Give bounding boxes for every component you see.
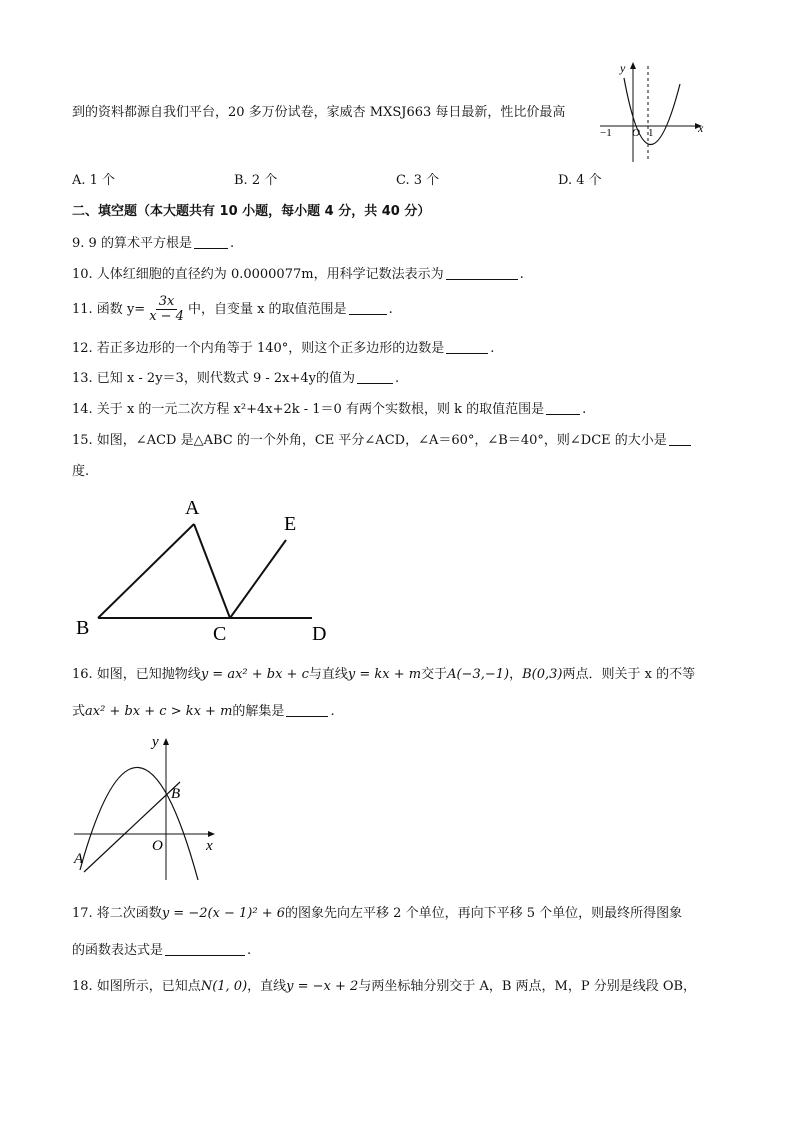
- q16-pre: 16. 如图，已知抛物线: [72, 667, 201, 682]
- q14-end: .: [582, 402, 587, 417]
- q11-numerator: 3x: [156, 295, 178, 310]
- q17-function-eq: y = −2(x − 1)² + 6: [161, 906, 286, 921]
- choice-c: C. 3 个: [396, 173, 440, 188]
- y-label: y: [152, 734, 159, 750]
- q16-blank: [286, 703, 328, 717]
- q11-fraction: [146, 295, 187, 324]
- label-d: D: [312, 623, 327, 645]
- question-16-line2: [72, 703, 335, 721]
- q16-post: 两点．则关于 x 的不等: [562, 667, 696, 682]
- y-label: y: [620, 61, 626, 75]
- q16-end: .: [330, 704, 335, 719]
- q10-blank: [446, 266, 518, 280]
- q18-point-n: N(1, 0): [200, 979, 248, 994]
- question-9: [72, 235, 234, 253]
- question-14: [72, 401, 586, 419]
- q11-end: .: [388, 302, 393, 317]
- x-axis-arrow: [208, 831, 215, 837]
- q16-inequality: ax² + bx + c > kx + m: [85, 704, 233, 719]
- top-parabola-graph: [592, 58, 712, 170]
- q16-line2-post: 的解集是: [232, 704, 285, 719]
- y-axis-arrow: [163, 738, 169, 745]
- q14-text: 14. 关于 x 的一元二次方程 x²+4x+2k - 1＝0 有两个实数根，则 k 的取值范围是: [72, 402, 545, 417]
- question-12: [72, 340, 494, 358]
- q17-end: .: [247, 943, 252, 958]
- origin-label: O: [152, 838, 163, 854]
- q16-mid2: 交于: [421, 667, 448, 682]
- q9-end: .: [229, 236, 235, 251]
- q11-post: 中，自变量 x 的取值范围是: [187, 302, 347, 317]
- label-e: E: [284, 513, 297, 535]
- q10-end: .: [519, 267, 524, 282]
- q16-line-eq: y = kx + m: [347, 667, 422, 682]
- q12-text: 12. 若正多边形的一个内角等于 140°，则这个正多边形的边数是: [72, 341, 445, 356]
- segment-ba: [98, 524, 194, 618]
- q16-parabola-eq: y = ax² + bx + c: [200, 667, 309, 682]
- question-18-line1: [72, 978, 696, 996]
- choice-b: B. 2 个: [234, 173, 278, 188]
- label-c: C: [213, 623, 227, 645]
- q11-denominator: x − 4: [149, 309, 184, 324]
- point-a-label: A: [74, 851, 84, 867]
- label-a: A: [185, 497, 200, 519]
- q17-pre: 17. 将二次函数: [72, 906, 162, 921]
- tick-1: 1: [648, 127, 654, 139]
- q9-text: 9. 9 的算术平方根是: [72, 236, 192, 251]
- parabola-curve: [80, 767, 198, 880]
- origin-label: O: [632, 127, 640, 139]
- q17-line2-text: 的函数表达式是: [72, 943, 164, 958]
- q11-pre: 11. 函数 y=: [72, 302, 146, 317]
- q9-blank: [194, 235, 228, 249]
- q16-point-b: B(0,3): [522, 667, 563, 682]
- choice-a: A. 1 个: [72, 173, 116, 188]
- q12-end: .: [490, 341, 495, 356]
- q17-post: 的图象先向左平移 2 个单位，再向下平移 5 个单位，则最终所得图象: [285, 906, 683, 921]
- q18-mid: ，直线: [247, 979, 287, 994]
- q18-pre: 18. 如图所示，已知点: [72, 979, 201, 994]
- triangle-figure: [68, 492, 348, 648]
- point-b-label: B: [171, 786, 181, 802]
- y-axis-arrow: [630, 62, 636, 69]
- section-title: 二、填空题（本大题共有 10 小题，每小题 4 分，共 40 分）: [72, 204, 431, 219]
- q16-mid: 与直线: [308, 667, 348, 682]
- q16-sep: ，: [509, 667, 523, 682]
- q17-blank: [165, 942, 245, 956]
- label-b: B: [76, 617, 90, 639]
- q12-blank: [446, 340, 488, 354]
- q13-end: .: [395, 371, 400, 386]
- x-label: x: [206, 838, 213, 854]
- tick-neg1: −1: [600, 127, 612, 139]
- q18-post: 与两坐标轴分别交于 A，B 两点，M，P 分别是线段 OB，: [358, 979, 697, 994]
- parabola-line-figure: [68, 732, 228, 882]
- x-label: x: [698, 121, 704, 135]
- q11-blank: [349, 301, 387, 315]
- choice-d: D. 4 个: [558, 173, 602, 188]
- q18-line-eq: y = −x + 2: [286, 979, 359, 994]
- q16-line2-pre: 式: [72, 704, 86, 719]
- q13-blank: [357, 370, 393, 384]
- q13-text: 13. 已知 x - 2y＝3，则代数式 9 - 2x+4y的值为: [72, 371, 355, 386]
- q16-point-a: A(−3,−1): [447, 667, 510, 682]
- question-15-line2: 度.: [72, 464, 90, 479]
- q15-blank: [669, 432, 691, 446]
- question-11: [72, 293, 393, 327]
- question-15-line1: [72, 432, 693, 450]
- q14-blank: [546, 401, 580, 415]
- question-17-line1: [72, 905, 682, 923]
- segment-ac: [194, 524, 230, 618]
- segment-ce: [230, 540, 286, 618]
- q15-text: 15. 如图，∠ACD 是△ABC 的一个外角，CE 平分∠ACD，∠A＝60°，∠B＝40°，则∠DCE 的大小是: [72, 433, 667, 448]
- question-17-line2: [72, 942, 251, 960]
- question-10: [72, 266, 524, 284]
- question-13: [72, 370, 399, 388]
- q10-text: 10. 人体红细胞的直径约为 0.0000077m，用科学记数法表示为: [72, 267, 444, 282]
- intro-line: 到的资料都源自我们平台，20 多万份试卷，家威杏 MXSJ663 每日最新，性比价最高: [72, 105, 566, 120]
- question-16-line1: [72, 666, 695, 684]
